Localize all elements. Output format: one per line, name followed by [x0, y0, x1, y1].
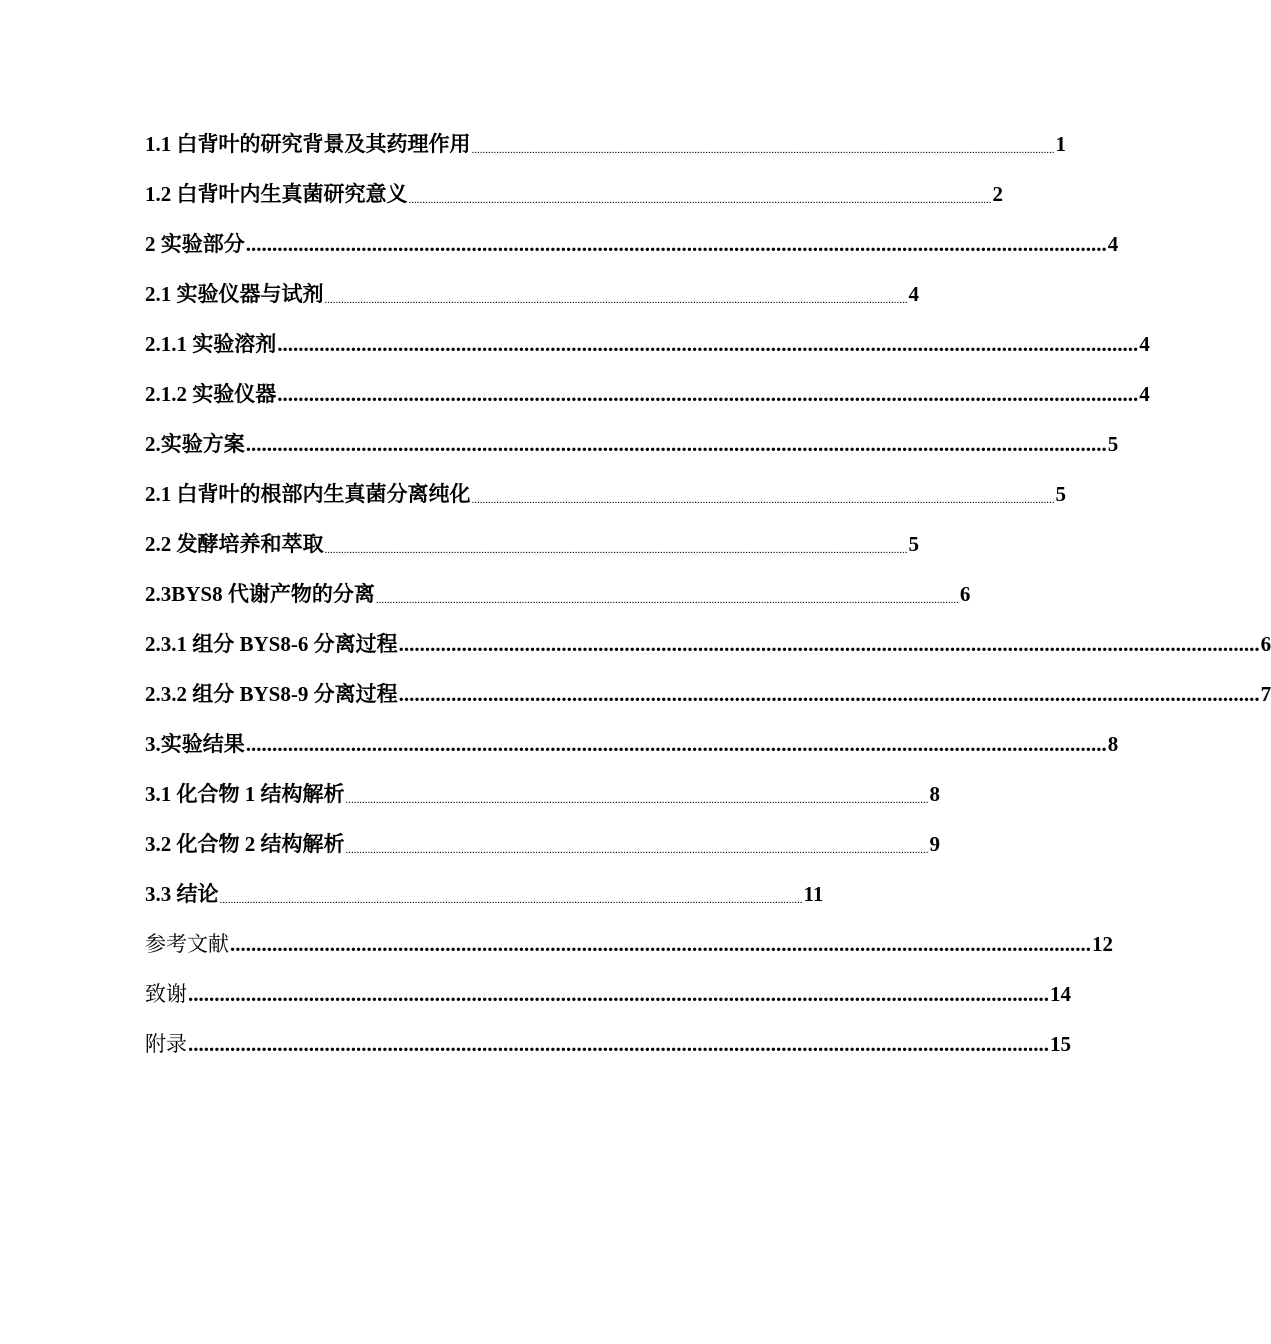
toc-entry-page: 7	[1260, 682, 1271, 706]
dot-leader: ....................................................................................................................................................................................................................	[345, 794, 929, 806]
toc-entry-page: 11	[803, 882, 824, 906]
dot-leader: ....................................................................................................................................................................	[188, 1032, 1049, 1056]
toc-entry[interactable]	[145, 408, 1119, 458]
toc-entry-title: 2.实验方案	[145, 432, 245, 456]
dot-leader: ....................................................................................................................................................................	[245, 232, 1107, 256]
dot-leader: ....................................................................................................................................................................................................................	[324, 294, 908, 306]
dot-leader: ....................................................................................................................................................................................................................	[471, 494, 1055, 506]
toc-entry-page: 6	[1260, 632, 1271, 656]
toc-entry-page: 5	[1055, 482, 1066, 506]
toc-entry-page: 5	[1107, 432, 1119, 456]
toc-entry-page: 4	[1139, 382, 1150, 406]
dot-leader: ....................................................................................................................................................................................................................	[408, 194, 992, 206]
toc-entry[interactable]	[145, 124, 1066, 158]
toc-entry-title: 3.1 化合物 1 结构解析	[145, 782, 345, 806]
toc-entry[interactable]	[145, 658, 1271, 708]
dot-leader: ....................................................................................................................................................................	[398, 682, 1260, 706]
toc-entry-page: 6	[959, 582, 971, 606]
toc-entry[interactable]	[145, 808, 940, 858]
dot-leader: ....................................................................................................................................................................	[188, 982, 1049, 1006]
toc-entry[interactable]	[145, 258, 919, 308]
dot-leader: ....................................................................................................................................................................................................................	[345, 844, 929, 856]
toc-entry-page: 15	[1050, 1032, 1071, 1056]
toc-entry-title: 2.2 发酵培养和萃取	[145, 532, 324, 556]
toc-entry-title: 2.1 实验仪器与试剂	[145, 282, 324, 306]
toc-entry-page: 2	[992, 182, 1003, 206]
dot-leader: ....................................................................................................................................................................................................................	[219, 894, 803, 906]
toc-entry-title: 3.3 结论	[145, 882, 219, 906]
toc-entry-title: 致谢	[145, 982, 187, 1006]
dot-leader: ....................................................................................................................................................................	[230, 932, 1091, 956]
toc-entry-title: 2.3.2 组分 BYS8-9 分离过程	[145, 682, 398, 706]
toc-entry[interactable]	[145, 308, 1150, 358]
toc-entry-page: 4	[1107, 232, 1119, 256]
dot-leader: ....................................................................................................................................................................	[398, 632, 1260, 656]
toc-entry[interactable]	[145, 608, 1271, 658]
toc-entry[interactable]	[145, 958, 1071, 1008]
toc-entry[interactable]	[145, 908, 1113, 958]
toc-entry-page: 4	[1139, 332, 1150, 356]
toc-entry-title: 3.2 化合物 2 结构解析	[145, 832, 345, 856]
toc-entry-title: 1.1 白背叶的研究背景及其药理作用	[145, 132, 471, 156]
toc-entry-title: 1.2 白背叶内生真菌研究意义	[145, 182, 408, 206]
dot-leader: ....................................................................................................................................................................................................................	[324, 544, 908, 556]
toc-entry-page: 1	[1055, 132, 1066, 156]
toc-entry-page: 9	[929, 832, 940, 856]
toc-entry[interactable]	[145, 158, 1003, 208]
toc-entry-title: 2.1 白背叶的根部内生真菌分离纯化	[145, 482, 471, 506]
toc-entry-page: 14	[1050, 982, 1071, 1006]
toc-entry-page: 12	[1092, 932, 1113, 956]
table-of-contents	[145, 124, 1271, 1058]
toc-entry-title: 2.3BYS8 代谢产物的分离	[145, 582, 375, 606]
dot-leader: ....................................................................................................................................................................................................................	[375, 594, 959, 606]
dot-leader: ....................................................................................................................................................................	[277, 382, 1139, 406]
toc-entry-page: 8	[1107, 732, 1119, 756]
toc-entry[interactable]	[145, 1008, 1071, 1058]
toc-entry-title: 2.3.1 组分 BYS8-6 分离过程	[145, 632, 398, 656]
dot-leader: ....................................................................................................................................................................	[277, 332, 1139, 356]
toc-entry[interactable]	[145, 208, 1119, 258]
toc-entry-title: 2.1.2 实验仪器	[145, 382, 277, 406]
toc-entry[interactable]	[145, 858, 824, 908]
toc-entry[interactable]	[145, 458, 1066, 508]
toc-entry-page: 8	[929, 782, 940, 806]
dot-leader: ....................................................................................................................................................................	[245, 432, 1107, 456]
toc-entry-title: 2.1.1 实验溶剂	[145, 332, 277, 356]
toc-entry-title: 附录	[145, 1032, 187, 1056]
toc-entry[interactable]	[145, 758, 940, 808]
toc-entry[interactable]	[145, 558, 971, 608]
toc-entry[interactable]	[145, 708, 1119, 758]
toc-entry-page: 4	[908, 282, 919, 306]
toc-entry-title: 3.实验结果	[145, 732, 245, 756]
toc-entry[interactable]	[145, 358, 1150, 408]
toc-entry[interactable]	[145, 508, 919, 558]
toc-entry-page: 5	[908, 532, 919, 556]
toc-entry-title: 2 实验部分	[145, 232, 245, 256]
toc-entry-title: 参考文献	[145, 932, 229, 956]
dot-leader: ....................................................................................................................................................................	[245, 732, 1107, 756]
dot-leader: ....................................................................................................................................................................................................................	[471, 144, 1055, 156]
